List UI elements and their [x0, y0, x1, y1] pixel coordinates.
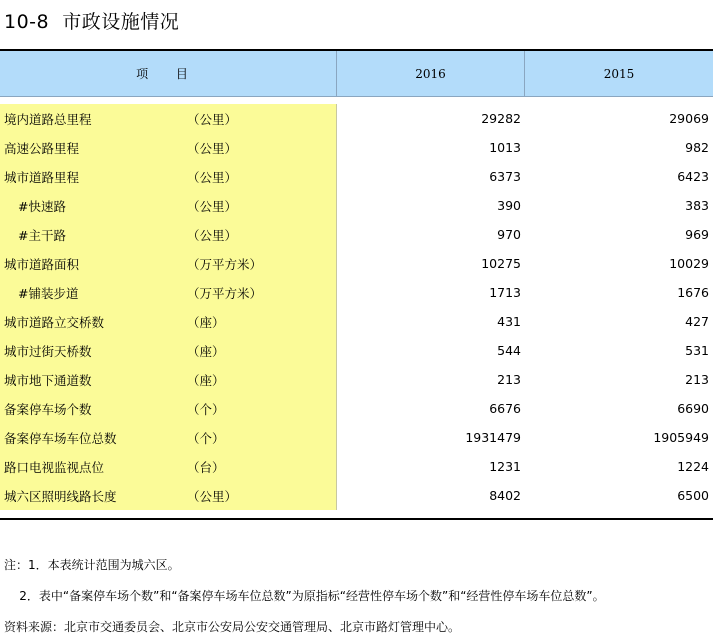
row-item-name: 城市道路面积	[4, 256, 80, 272]
table-row-label	[0, 104, 336, 133]
cell-2016: 431	[497, 314, 521, 329]
table-row-label	[0, 365, 336, 394]
header-year-2015: 2015	[603, 66, 635, 81]
source-note: 资料来源：北京市交通委员会、北京市公安局公安交通管理局、北京市路灯管理中心。	[4, 620, 461, 634]
cell-2015: 6690	[677, 401, 709, 416]
cell-2016: 1931479	[465, 430, 521, 445]
row-unit: （公里）	[187, 111, 238, 127]
cell-2015: 982	[685, 140, 709, 155]
row-item-name: #主干路	[18, 227, 66, 243]
cell-2015: 969	[685, 227, 709, 242]
table-row-label	[0, 336, 336, 365]
header-year-2016: 2016	[337, 51, 525, 96]
row-item-name: 路口电视监视点位	[4, 459, 105, 475]
row-unit: （座）	[187, 314, 225, 330]
table-row-label	[0, 307, 336, 336]
row-item-name: #快速路	[18, 198, 66, 214]
column-2016	[337, 104, 524, 510]
row-item-name: 备案停车场车位总数	[4, 430, 117, 446]
page-title: 10-8 市政设施情况	[4, 11, 180, 33]
row-item-name: 城市地下通道数	[4, 372, 92, 388]
row-unit: （公里）	[187, 227, 238, 243]
cell-2016: 213	[497, 372, 521, 387]
table-row-label	[0, 220, 336, 249]
row-unit: （公里）	[187, 198, 238, 214]
row-unit: （台）	[187, 459, 225, 475]
table-row-label	[0, 162, 336, 191]
row-unit: （公里）	[187, 488, 238, 504]
cell-2015: 531	[685, 343, 709, 358]
table-row-label	[0, 191, 336, 220]
cell-2016: 970	[497, 227, 521, 242]
cell-2015: 10029	[669, 256, 709, 271]
row-unit: （个）	[187, 401, 225, 417]
table-row-label	[0, 249, 336, 278]
cell-2016: 29282	[481, 111, 521, 126]
row-unit: （公里）	[187, 140, 238, 156]
row-item-name: #铺装步道	[18, 285, 79, 301]
cell-2016: 1013	[489, 140, 521, 155]
row-unit: （万平方米）	[187, 285, 263, 301]
data-table	[0, 49, 713, 520]
cell-2016: 10275	[481, 256, 521, 271]
cell-2016: 6373	[489, 169, 521, 184]
cell-2016: 1713	[489, 285, 521, 300]
table-row-label	[0, 452, 336, 481]
table-row-label	[0, 278, 336, 307]
cell-2016: 544	[497, 343, 521, 358]
cell-2015: 29069	[669, 111, 709, 126]
cell-2015: 1905949	[653, 430, 709, 445]
row-item-name: 城市道路里程	[4, 169, 80, 185]
cell-2016: 6676	[489, 401, 521, 416]
table-row-label	[0, 394, 336, 423]
note-1: 注：1．本表统计范围为城六区。	[4, 558, 180, 572]
row-item-name: 境内道路总里程	[4, 111, 92, 127]
row-item-name: 备案停车场个数	[4, 401, 92, 417]
table-row-label	[0, 481, 336, 510]
row-unit: （个）	[187, 430, 225, 446]
row-unit: （座）	[187, 372, 225, 388]
row-item-name: 城六区照明线路长度	[4, 488, 117, 504]
cell-2015: 6500	[677, 488, 709, 503]
row-item-name: 城市过街天桥数	[4, 343, 92, 359]
cell-2015: 383	[685, 198, 709, 213]
table-header	[0, 51, 713, 97]
cell-2016: 8402	[489, 488, 521, 503]
row-unit: （座）	[187, 343, 225, 359]
cell-2015: 1676	[677, 285, 709, 300]
column-2015	[524, 104, 713, 510]
table-row-label	[0, 133, 336, 162]
row-item-name: 城市道路立交桥数	[4, 314, 105, 330]
cell-2015: 6423	[677, 169, 709, 184]
cell-2016: 1231	[489, 459, 521, 474]
note-2: 2．表中“备案停车场个数”和“备案停车场车位总数”为原指标“经营性停车场个数”和“经营性停车场车位总数”。	[4, 589, 605, 603]
row-item-name: 高速公路里程	[4, 140, 80, 156]
cell-2016: 390	[497, 198, 521, 213]
cell-2015: 213	[685, 372, 709, 387]
row-unit: （公里）	[187, 169, 238, 185]
cell-2015: 1224	[677, 459, 709, 474]
table-row-label	[0, 423, 336, 452]
cell-2015: 427	[685, 314, 709, 329]
table-body	[0, 97, 713, 518]
row-unit: （万平方米）	[187, 256, 263, 272]
header-item: 项 目	[0, 51, 337, 96]
label-column	[0, 104, 337, 510]
